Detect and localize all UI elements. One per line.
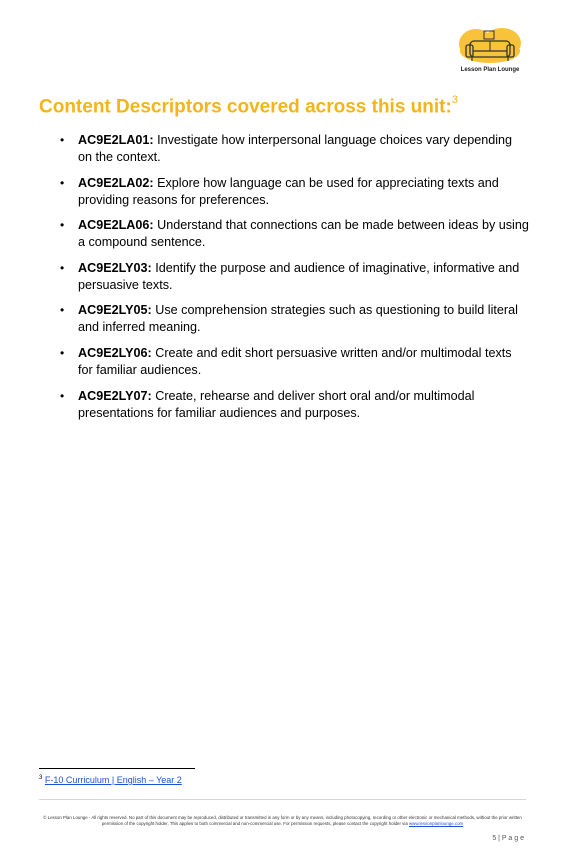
bullet: •	[60, 260, 65, 275]
bullet: •	[60, 388, 65, 403]
page-heading	[39, 96, 458, 118]
list-item	[39, 132, 529, 166]
descriptor-code: AC9E2LY05:	[78, 303, 152, 318]
page-label: | P a g e	[498, 835, 524, 842]
website-link[interactable]: www.lessonplanlounge.com	[409, 821, 464, 826]
list-item	[39, 345, 529, 379]
bullet: •	[60, 345, 65, 360]
heading-text: Content Descriptors covered across this unit:	[39, 96, 452, 118]
sofa-icon	[456, 27, 524, 67]
descriptor-code: AC9E2LA01:	[78, 133, 154, 147]
footnote-separator	[39, 768, 195, 769]
descriptor-code: AC9E2LY07:	[78, 388, 152, 403]
footnote	[39, 775, 182, 785]
descriptor-code: AC9E2LY03:	[78, 260, 152, 275]
descriptor-text: Understand that connections can be made between ideas by using a compound sentence.	[78, 218, 529, 250]
descriptor-text: Use comprehension strategies such as questioning to build literal and inferred meaning.	[78, 303, 518, 335]
page-number-value: 5	[492, 835, 497, 842]
curriculum-link[interactable]: F-10 Curriculum | English – Year 2	[44, 775, 182, 785]
descriptor-text: Explore how language can be used for appreciating texts and providing reasons for preferences.	[78, 175, 499, 207]
list-item	[39, 175, 529, 209]
descriptor-text: Create, rehearse and deliver short oral and/or multimodal presentations for familiar audiences and purposes.	[78, 388, 475, 420]
descriptor-code: AC9E2LA02:	[78, 175, 154, 190]
heading-footnote-mark: 3	[451, 94, 458, 106]
copyright-text: © Lesson Plan Lounge - All rights reserved. No part of this document may be reproduced, distributed or transmitted in any form or by any means, including photocopying, recording or other electronic or mechanical methods, without the prior written permission of the copyright holder. This applies to both commercial and non-commercial use. For permission requests, please contact the copyright holder via	[43, 815, 522, 826]
descriptor-code: AC9E2LA06:	[78, 218, 154, 233]
page-number	[492, 835, 524, 842]
copyright-notice	[39, 815, 526, 827]
list-item	[39, 217, 529, 251]
descriptor-text: Investigate how interpersonal language choices vary depending on the context.	[78, 133, 513, 164]
bullet: •	[60, 133, 65, 147]
bullet: •	[60, 303, 65, 318]
lesson-plan-lounge-logo	[456, 27, 524, 79]
list-item	[39, 388, 529, 422]
bullet: •	[60, 175, 65, 190]
descriptor-text: Identify the purpose and audience of imaginative, informative and persuasive texts.	[78, 260, 520, 292]
footnote-mark: 3	[39, 775, 43, 781]
list-item	[39, 260, 529, 294]
descriptor-text: Create and edit short persuasive written and/or multimodal texts for familiar audiences.	[78, 345, 512, 377]
descriptor-code: AC9E2LY06:	[78, 345, 152, 360]
footer-divider	[39, 799, 526, 800]
list-item	[39, 302, 529, 336]
content-descriptor-list	[39, 132, 529, 430]
bullet: •	[60, 218, 65, 233]
logo-text: Lesson Plan Lounge	[460, 67, 520, 73]
